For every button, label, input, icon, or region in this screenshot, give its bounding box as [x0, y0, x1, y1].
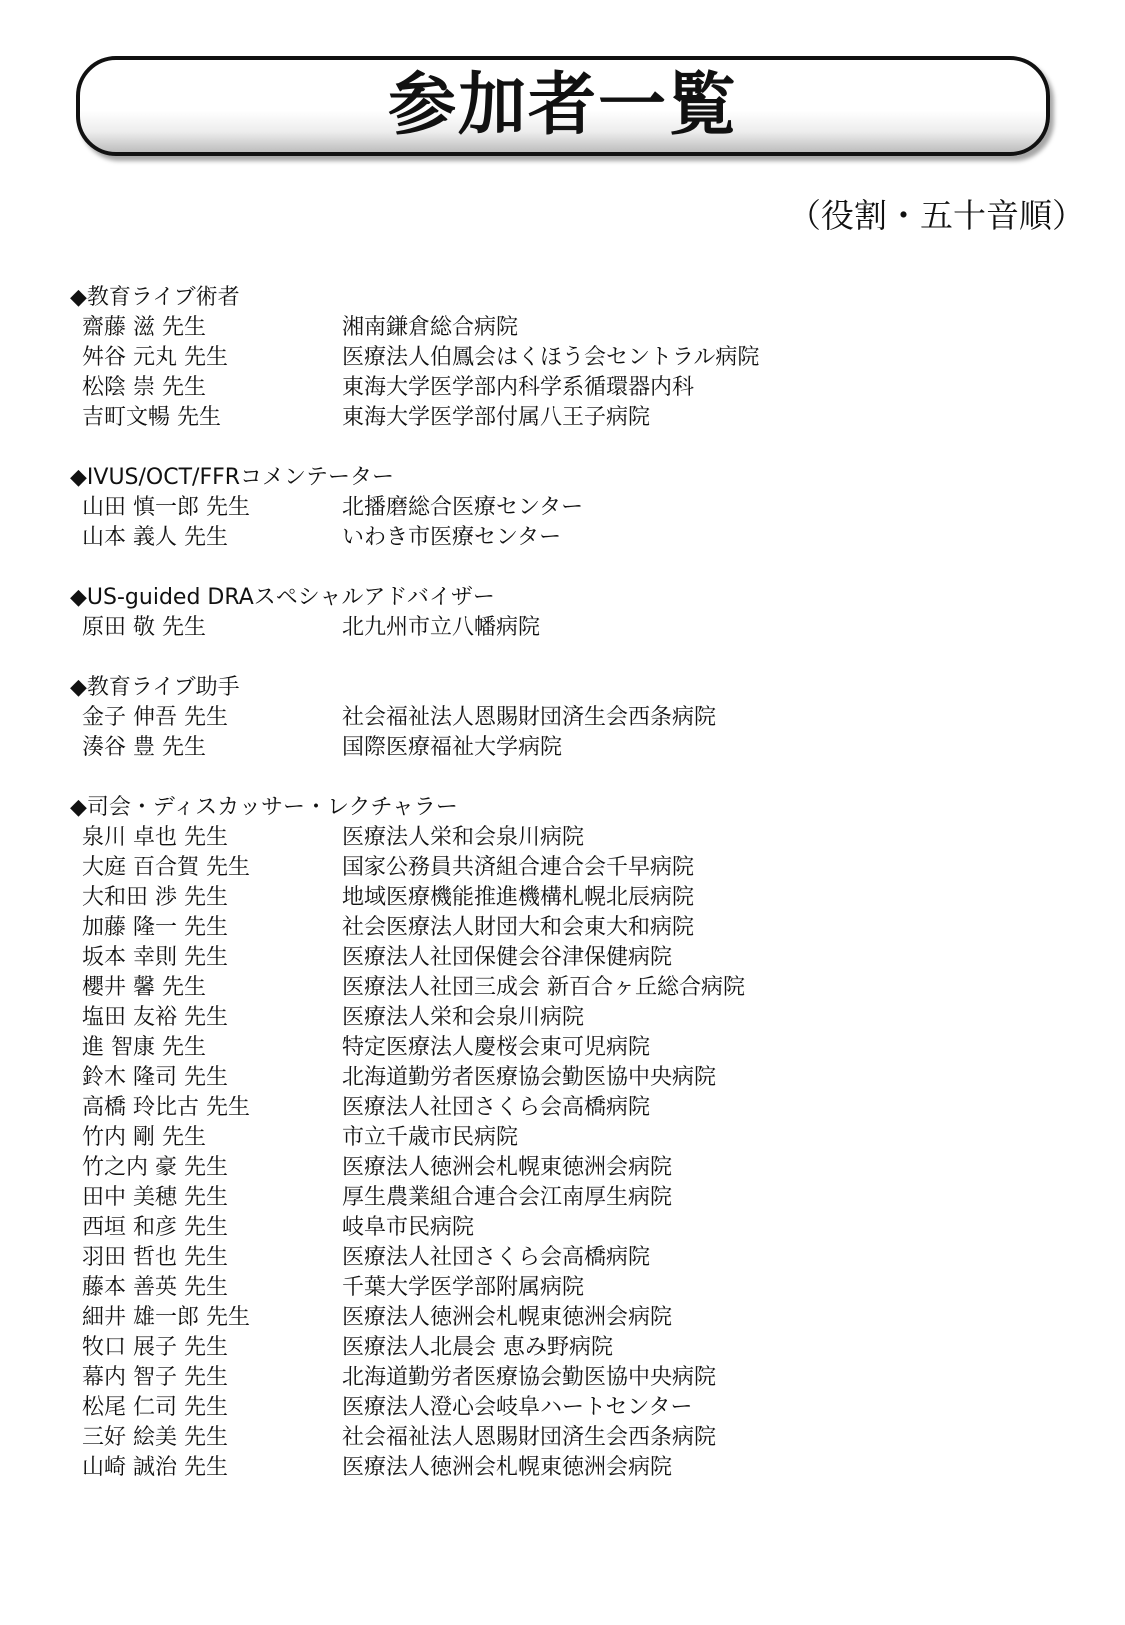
participant-row — [70, 1303, 1070, 1333]
participant-name: 田中 美穂 先生 — [82, 1185, 228, 1210]
participant-hospital: 社会医療法人財団大和会東大和病院 — [342, 915, 695, 940]
participant-hospital: 千葉大学医学部附属病院 — [342, 1275, 585, 1300]
participant-hospital: 医療法人伯鳳会はくほう会セントラル病院 — [342, 345, 760, 370]
participant-hospital: 厚生農業組合連合会江南厚生病院 — [342, 1185, 673, 1210]
participant-name: 原田 敬 先生 — [82, 615, 206, 640]
participant-name: 齋藤 滋 先生 — [82, 315, 206, 340]
role-section — [70, 283, 1070, 433]
participant-hospital: 岐阜市民病院 — [342, 1215, 475, 1240]
participant-hospital: 特定医療法人慶桜会東可児病院 — [342, 1035, 651, 1060]
participant-name: 坂本 幸則 先生 — [82, 945, 228, 970]
participant-hospital: 医療法人徳洲会札幌東徳洲会病院 — [342, 1155, 673, 1180]
participant-row — [70, 973, 1070, 1003]
participant-row — [70, 1063, 1070, 1093]
participant-hospital: 社会福祉法人恩賜財団済生会西条病院 — [342, 1425, 717, 1450]
participant-hospital: 社会福祉法人恩賜財団済生会西条病院 — [342, 705, 717, 730]
participant-row — [70, 1243, 1070, 1273]
participant-name: 山崎 誠治 先生 — [82, 1455, 228, 1480]
participant-hospital: 国際医療福祉大学病院 — [342, 735, 563, 760]
participant-row — [70, 1393, 1070, 1423]
participant-hospital: 医療法人社団さくら会高橋病院 — [342, 1245, 651, 1270]
participant-name: 山田 慎一郎 先生 — [82, 495, 250, 520]
participant-name: 高橋 玲比古 先生 — [82, 1095, 250, 1120]
role-section — [70, 463, 1070, 553]
participant-name: 幕内 智子 先生 — [82, 1365, 228, 1390]
participant-name: 大庭 百合賀 先生 — [82, 855, 250, 880]
participant-name: 櫻井 馨 先生 — [82, 975, 206, 1000]
participant-row — [70, 913, 1070, 943]
participant-row — [70, 883, 1070, 913]
participant-name: 牧口 展子 先生 — [82, 1335, 228, 1360]
participant-row — [70, 523, 1070, 553]
participant-name: 三好 絵美 先生 — [82, 1425, 228, 1450]
participant-name: 湊谷 豊 先生 — [82, 735, 206, 760]
participant-row — [70, 493, 1070, 523]
participant-name: 細井 雄一郎 先生 — [82, 1305, 250, 1330]
participant-row — [70, 1123, 1070, 1153]
participant-row — [70, 1003, 1070, 1033]
participant-name: 山本 義人 先生 — [82, 525, 228, 550]
section-heading: ◆教育ライブ術者 — [70, 285, 240, 310]
participant-hospital: 医療法人栄和会泉川病院 — [342, 1005, 585, 1030]
participant-row — [70, 343, 1070, 373]
participant-name: 羽田 哲也 先生 — [82, 1245, 228, 1270]
participant-row — [70, 1033, 1070, 1063]
participant-name: 竹之内 豪 先生 — [82, 1155, 228, 1180]
role-section — [70, 673, 1070, 763]
participant-name: 西垣 和彦 先生 — [82, 1215, 228, 1240]
participant-name: 進 智康 先生 — [82, 1035, 206, 1060]
participant-hospital: 北九州市立八幡病院 — [342, 615, 541, 640]
participant-row — [70, 313, 1070, 343]
participant-hospital: 湘南鎌倉総合病院 — [342, 315, 519, 340]
participant-row — [70, 1153, 1070, 1183]
participant-hospital: 東海大学医学部付属八王子病院 — [342, 405, 651, 430]
participant-name: 鈴木 隆司 先生 — [82, 1065, 228, 1090]
participant-name: 泉川 卓也 先生 — [82, 825, 228, 850]
participant-name: 大和田 渉 先生 — [82, 885, 228, 910]
role-section — [70, 793, 1070, 1483]
participant-row — [70, 613, 1070, 643]
participant-row — [70, 1453, 1070, 1483]
participant-row — [70, 373, 1070, 403]
participant-hospital: 医療法人徳洲会札幌東徳洲会病院 — [342, 1455, 673, 1480]
participant-hospital: 医療法人栄和会泉川病院 — [342, 825, 585, 850]
participant-hospital: 医療法人社団三成会 新百合ヶ丘総合病院 — [342, 975, 745, 1000]
section-heading: ◆司会・ディスカッサー・レクチャラー — [70, 795, 458, 820]
participant-row — [70, 403, 1070, 433]
participant-hospital: 市立千歳市民病院 — [342, 1125, 519, 1150]
participant-row — [70, 823, 1070, 853]
participant-hospital: 北播磨総合医療センター — [342, 495, 584, 520]
participant-row — [70, 1273, 1070, 1303]
participant-name: 加藤 隆一 先生 — [82, 915, 228, 940]
participant-name: 竹内 剛 先生 — [82, 1125, 206, 1150]
participant-hospital: 医療法人徳洲会札幌東徳洲会病院 — [342, 1305, 673, 1330]
participant-row — [70, 1213, 1070, 1243]
participant-name: 松尾 仁司 先生 — [82, 1395, 228, 1420]
participant-hospital: 医療法人社団さくら会高橋病院 — [342, 1095, 651, 1120]
participant-hospital: 国家公務員共済組合連合会千早病院 — [342, 855, 695, 880]
participant-name: 松陰 崇 先生 — [82, 375, 206, 400]
title-banner — [76, 56, 1050, 156]
participant-row — [70, 1423, 1070, 1453]
participant-name: 藤本 善英 先生 — [82, 1275, 228, 1300]
section-heading: ◆US-guided DRAスペシャルアドバイザー — [70, 585, 495, 610]
participant-row — [70, 1093, 1070, 1123]
participant-name: 塩田 友裕 先生 — [82, 1005, 228, 1030]
participant-list — [70, 283, 1070, 1513]
page-title: 参加者一覧 — [387, 66, 738, 145]
participant-row — [70, 733, 1070, 763]
participant-hospital: 地域医療機能推進機構札幌北辰病院 — [342, 885, 695, 910]
participant-row — [70, 1363, 1070, 1393]
participant-name: 舛谷 元丸 先生 — [82, 345, 228, 370]
participant-row — [70, 1183, 1070, 1213]
participant-name: 吉町文暢 先生 — [82, 405, 221, 430]
participant-row — [70, 703, 1070, 733]
participant-name: 金子 伸吾 先生 — [82, 705, 228, 730]
participant-hospital: 北海道勤労者医療協会勤医協中央病院 — [342, 1065, 717, 1090]
participant-hospital: いわき市医療センター — [342, 525, 562, 550]
participant-row — [70, 1333, 1070, 1363]
participant-hospital: 北海道勤労者医療協会勤医協中央病院 — [342, 1365, 717, 1390]
participant-hospital: 東海大学医学部内科学系循環器内科 — [342, 375, 695, 400]
section-heading: ◆教育ライブ助手 — [70, 675, 240, 700]
participant-hospital: 医療法人社団保健会谷津保健病院 — [342, 945, 673, 970]
participant-row — [70, 853, 1070, 883]
participant-hospital: 医療法人北晨会 恵み野病院 — [342, 1335, 613, 1360]
participant-hospital: 医療法人澄心会岐阜ハートセンター — [342, 1395, 693, 1420]
order-note: （役割・五十音順） — [788, 196, 1085, 235]
role-section — [70, 583, 1070, 643]
section-heading: ◆IVUS/OCT/FFRコメンテーター — [70, 465, 395, 490]
participant-row — [70, 943, 1070, 973]
